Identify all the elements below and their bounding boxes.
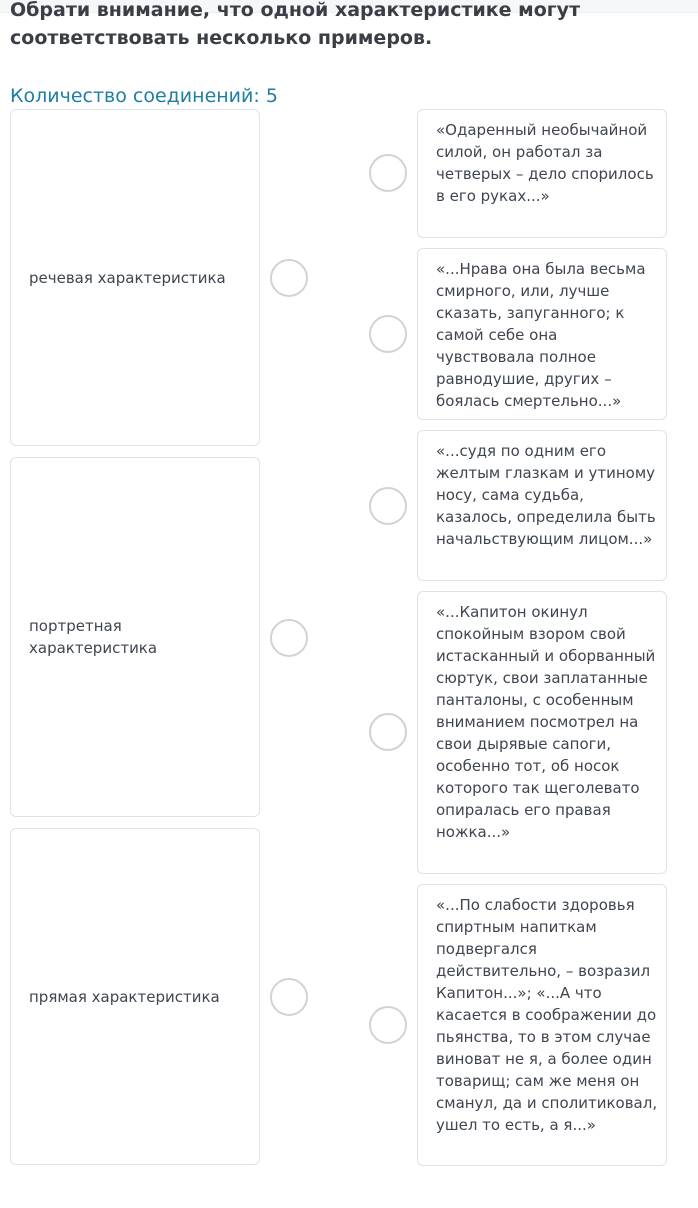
instruction-text: Обрати внимание, что одной характеристике могут соответствовать несколько примеров. [10, 0, 581, 49]
example-connector-radio[interactable] [369, 154, 407, 192]
connections-count: Количество соединений: 5 [10, 85, 278, 107]
example-card[interactable] [417, 248, 667, 420]
example-card[interactable] [417, 430, 667, 581]
example-text: «...Нрава она была весьма смирного, или, лучше сказать, запуганного; к самой себе она чувствовала полное равнодушие, других – боялась смертельно...» [436, 260, 646, 410]
example-connector-radio[interactable] [369, 1006, 407, 1044]
example-text: «...По слабости здоровья спиртным напиткам подвергался действительно, – возразил Капитон...»; «...А что касается в соображении до пьянства, то в этом случае виноват не я, а более один товарищ; сам же меня он сманул, да и сполитиковал, ушел то есть, а я...» [436, 896, 658, 1134]
category-card-portrait[interactable] [10, 457, 260, 817]
example-connector-radio[interactable] [369, 713, 407, 751]
category-label: прямая характеристика [29, 987, 220, 1006]
example-card[interactable] [417, 591, 667, 874]
example-card[interactable] [417, 109, 667, 238]
example-text: «Одаренный необычайной силой, он работал за четверых – дело спорилось в его руках...» [436, 121, 654, 205]
category-connector-radio[interactable] [270, 978, 308, 1016]
example-connector-radio[interactable] [369, 487, 407, 525]
example-text: «...судя по одним его желтым глазкам и утиному носу, сама судьба, казалось, определила быть начальствующим лицом...» [436, 442, 656, 548]
category-card-direct[interactable] [10, 828, 260, 1165]
category-connector-radio[interactable] [270, 259, 308, 297]
category-connector-radio[interactable] [270, 619, 308, 657]
category-label: речевая характеристика [29, 268, 226, 287]
example-connector-radio[interactable] [369, 315, 407, 353]
example-text: «...Капитон окинул спокойным взором свой истасканный и оборванный сюртук, свои заплатанные панталоны, с особенным вниманием посмотрел на свои дырявые сапоги, особенно тот, об носок которого так щеголевато опиралась его правая ножка...» [436, 603, 656, 841]
category-card-speech[interactable] [10, 109, 260, 446]
category-label: портретная характеристика [29, 617, 158, 657]
example-card[interactable] [417, 884, 667, 1166]
